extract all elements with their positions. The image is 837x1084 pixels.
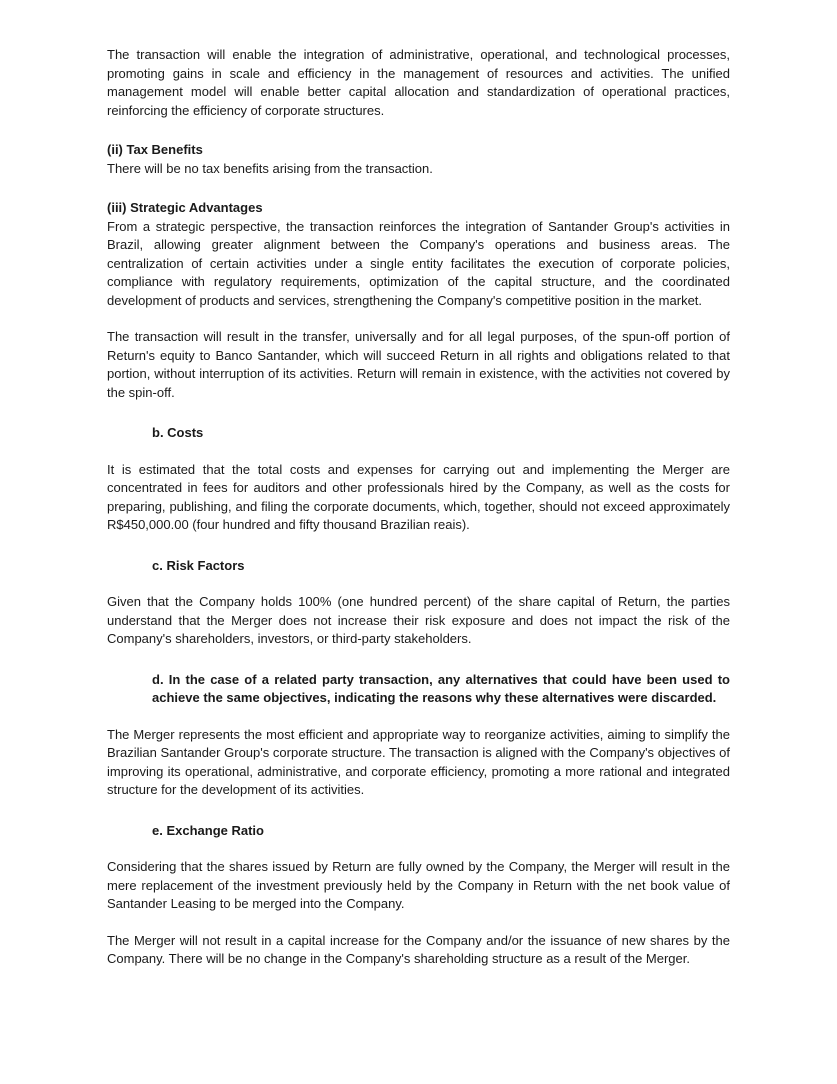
- section-heading: (iii) Strategic Advantages: [107, 200, 263, 215]
- subsection-heading: b. Costs: [152, 425, 204, 440]
- paragraph: The Merger represents the most efficient and appropriate way to reorganize activities, aiming to simplify the Brazilian Santander Group's corporate structure. The transaction is aligned with the Company's objectives of improving its operational, administrative, and corporate efficiency, promoting a more rational and integrated structure for the development of its activities.: [107, 726, 730, 797]
- paragraph: It is estimated that the total costs and expenses for carrying out and implementing the Merger are concentrated in fees for auditors and other professionals hired by the Company, as well as the costs for preparing, publishing, and filing the corporate documents, which, together, should not exceed approximately R$450,000.00 (four hundred and fifty thousand Brazilian reais).: [107, 461, 730, 532]
- paragraph: The transaction will enable the integration of administrative, operational, and technological processes, promoting gains in scale and efficiency in the management of resources and activities. The unified management model will enable better capital allocation and standardization of operational practices, reinforcing the efficiency of corporate structures.: [107, 47, 730, 118]
- paragraph: Considering that the shares issued by Return are fully owned by the Company, the Merger will result in the mere replacement of the investment previously held by the Company in Return with the net book value of Santander Leasing to be merged into the Company.: [107, 859, 730, 911]
- subsection-heading: e. Exchange Ratio: [152, 822, 264, 838]
- paragraph: Given that the Company holds 100% (one hundred percent) of the share capital of Return, the parties understand that the Merger does not increase their risk exposure and does not impact the risk of the Company's shareholders, investors, or third-party stakeholders.: [107, 594, 730, 646]
- paragraph: From a strategic perspective, the transaction reinforces the integration of Santander Group's activities in Brazil, allowing greater alignment between the Company's operations and business areas. The centralization of certain activities under a single entity facilitates the execution of corporate policies, compliance with regulatory requirements, optimization of the capital structure, and the coordinated development of products and services, strengthening the Company's competitive position in the market.: [107, 218, 730, 308]
- section-heading: (ii) Tax Benefits: [107, 142, 203, 157]
- paragraph: The Merger will not result in a capital increase for the Company and/or the issuance of new shares by the Company. There will be no change in the Company's shareholding structure as a result of the Merger.: [107, 932, 730, 966]
- paragraph: The transaction will result in the transfer, universally and for all legal purposes, of the spun-off portion of Return's equity to Banco Santander, which will succeed Return in all rights and obligations related to that portion, without interruption of its activities. Return will remain in existence, with the activities not covered by the spin-off.: [107, 329, 730, 400]
- paragraph: There will be no tax benefits arising from the transaction.: [107, 160, 433, 176]
- subsection-heading: c. Risk Factors: [152, 557, 245, 573]
- subsection-bold-paragraph: d. In the case of a related party transaction, any alternatives that could have been used to achieve the same objectives, indicating the reasons why these alternatives were discarded.: [152, 671, 730, 705]
